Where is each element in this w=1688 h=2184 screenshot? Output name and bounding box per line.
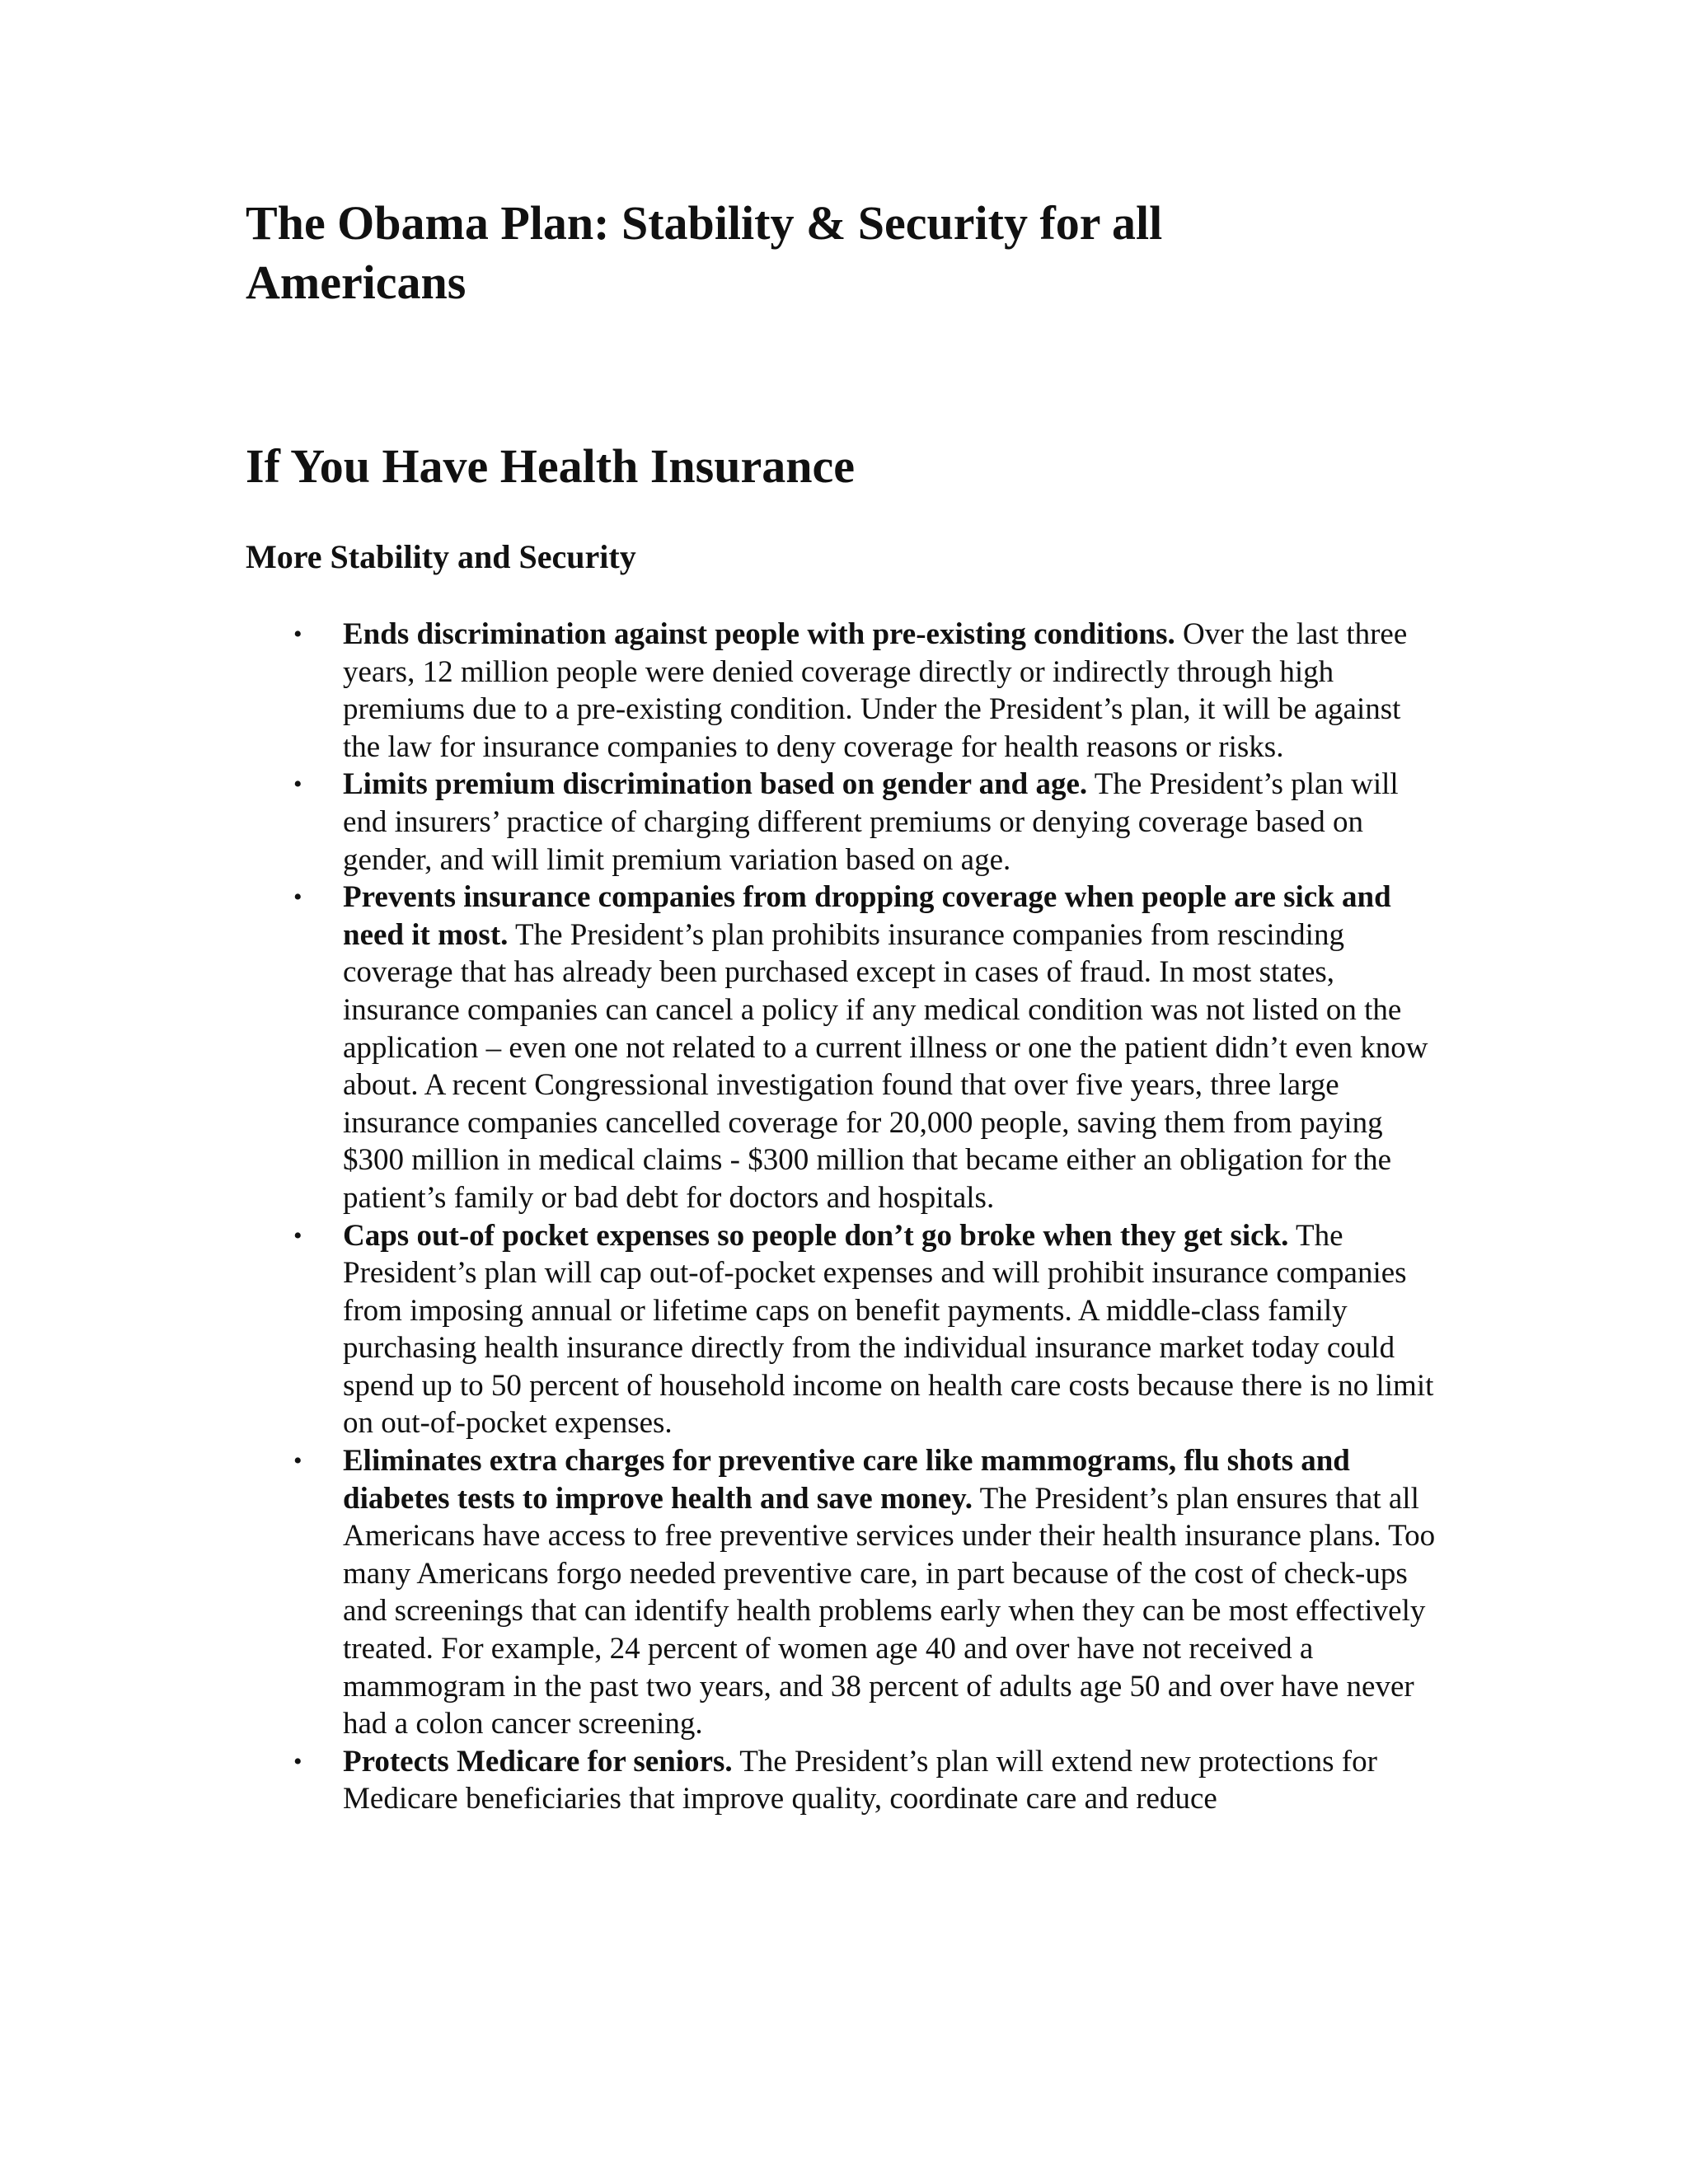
item-lead: Limits premium discrimination based on gender and age.: [343, 767, 1088, 802]
list-item: [246, 1743, 1441, 1818]
bullet-icon: •: [293, 771, 302, 799]
item-body: The President’s plan prohibits insurance companies from rescinding coverage that has already been purchased except in cases of fraud. In most states, insurance companies can cancel a policy if any medical condition was not listed on the application – even one not related to a current illness or one the patient didn’t even know about. A recent Congressional investigation found that over five years, three large insurance companies cancelled coverage for 20,000 people, saving them from paying $300 million in medical claims - $300 million that became either an obligation for the patient’s family or bad debt for doctors and hospitals.: [343, 917, 1428, 1215]
section-heading: If You Have Health Insurance: [246, 439, 855, 493]
item-lead: Caps out-of pocket expenses so people don’t go broke when they get sick.: [343, 1218, 1289, 1253]
item-lead: Eliminates extra charges for preventive care like mammograms, flu shots and diabetes tests to improve health and save money.: [343, 1444, 1350, 1516]
document-title: The Obama Plan: Stability & Security for all Americans: [246, 196, 1163, 309]
item-lead: Protects Medicare for seniors.: [343, 1744, 733, 1779]
item-body: The President’s plan ensures that all Americans have access to free preventive services under their health insurance plans. Too many Americans forgo needed preventive care, in part because of the cost of check-ups and screenings that can identify health problems early when they can be most effectively treated. For example, 24 percent of women age 40 and over have not received a mammogram in the past two years, and 38 percent of adults age 50 and over have never had a colon cancer screening.: [343, 1481, 1436, 1741]
bullet-icon: •: [293, 883, 302, 912]
item-lead: Ends discrimination against people with pre-existing conditions.: [343, 617, 1175, 651]
item-body: The President’s plan will cap out-of-pocket expenses and will prohibit insurance companies from imposing annual or lifetime caps on benefit payments. A middle-class family purchasing health insurance directly from the individual insurance market today could spend up to 50 percent of household income on health care costs because there is no limit on out-of-pocket expenses.: [343, 1218, 1434, 1441]
bullet-icon: •: [293, 1447, 302, 1475]
item-body: Over the last three years, 12 million people were denied coverage directly or indirectly through high premiums due to a pre-existing condition. Under the President’s plan, it will be against the law for insurance companies to deny coverage for health reasons or risks.: [343, 617, 1408, 764]
list-item: [246, 1442, 1441, 1743]
item-body: The President’s plan will extend new protections for Medicare beneficiaries that improve quality, coordinate care and reduce: [343, 1744, 1377, 1816]
bullet-icon: •: [293, 1747, 302, 1775]
bullet-icon: •: [293, 1221, 302, 1249]
list-item: [246, 1217, 1441, 1443]
list-item: [246, 616, 1441, 766]
list-item: [246, 766, 1441, 879]
bullet-list: [246, 616, 1441, 1818]
item-body: The President’s plan will end insurers’ practice of charging different premiums or denying coverage based on gender, and will limit premium variation based on age.: [343, 767, 1399, 877]
subsection-heading: More Stability and Security: [246, 538, 636, 575]
item-lead: Prevents insurance companies from dropping coverage when people are sick and need it most.: [343, 880, 1391, 952]
bullet-icon: •: [293, 621, 302, 648]
list-item: [246, 879, 1441, 1216]
